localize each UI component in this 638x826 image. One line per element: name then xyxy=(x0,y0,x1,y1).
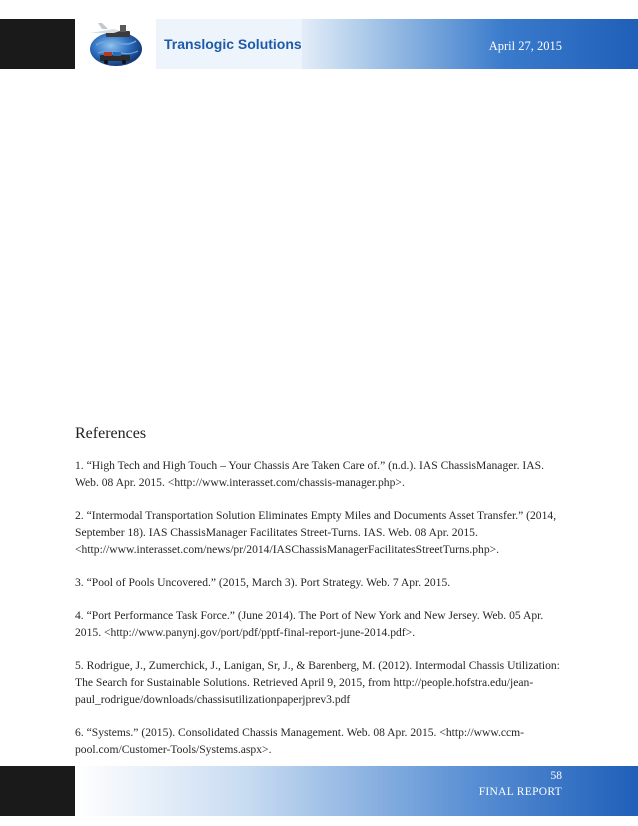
page-footer xyxy=(0,766,638,816)
reference-item: 5. Rodrigue, J., Zumerchick, J., Lanigan, Sr, J., & Barenberg, M. (2012). Intermodal Chassis Utilization: The Search for Sustainable Solutions. Retrieved April 9, 2015, from http://people.hofstra.edu/jean-paul_rodrigue/downloads/chassisutilizationpaperjprev3.pdf xyxy=(75,659,560,706)
company-logo xyxy=(76,19,156,69)
header-blue-band xyxy=(302,19,638,69)
references-list xyxy=(75,457,565,774)
report-date: April 27, 2015 xyxy=(488,39,562,53)
reference-item: 4. “Port Performance Task Force.” (June 2014). The Port of New York and New Jersey. Web. 05 Apr. 2015. <http://www.panynj.gov/port/pdf/pptf-final-report-june-2014.pdf>. xyxy=(75,609,544,639)
footer-black-block xyxy=(0,766,75,816)
reference-item: 3. “Pool of Pools Uncovered.” (2015, March 3). Port Strategy. Web. 7 Apr. 2015. xyxy=(75,576,451,589)
reference-item: 6. “Systems.” (2015). Consolidated Chassis Management. Web. 08 Apr. 2015. <http://www.ccm-pool.com/Customer-Tools/Systems.aspx>. xyxy=(75,726,525,756)
references-heading: References xyxy=(75,425,147,442)
globe-logo-icon xyxy=(76,19,156,69)
reference-item: 1. “High Tech and High Touch – Your Chassis Are Taken Care of.” (n.d.). IAS ChassisManager. IAS. Web. 08 Apr. 2015. <http://www.interasset.com/chassis-manager.php>. xyxy=(75,459,544,489)
reference-item: 2. “Intermodal Transportation Solution Eliminates Empty Miles and Documents Asset Transfer.” (2014, September 18). IAS ChassisManager Facilitates Street-Turns. IAS. Web. 08 Apr. 2015. <http://www.interasset.com/news/pr/2014/IASChassisManagerFacilitatesStreetTurns.php>. xyxy=(75,509,557,556)
page-header xyxy=(0,19,638,69)
footer-label: FINAL REPORT xyxy=(478,786,562,798)
page-number: 58 xyxy=(550,770,562,782)
company-name: Translogic Solutions xyxy=(164,36,302,52)
header-black-block xyxy=(0,19,75,69)
